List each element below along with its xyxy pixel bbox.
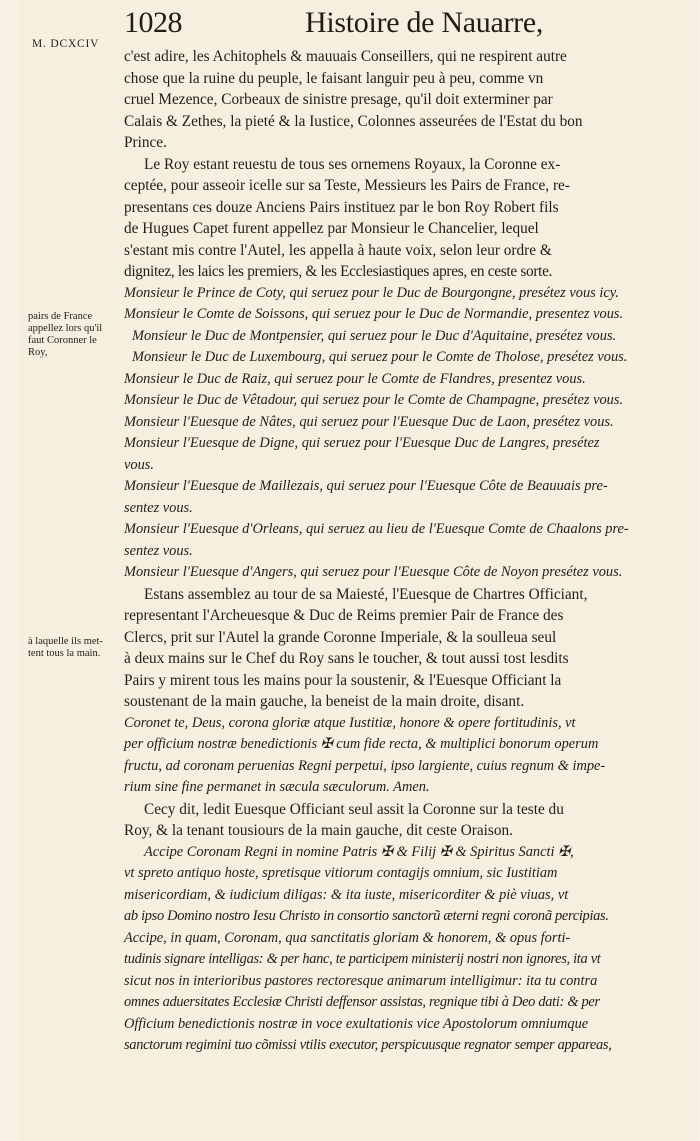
- marginal-note-line: faut Coronner le: [28, 335, 97, 346]
- text-line: [124, 283, 684, 305]
- marginal-note-line: Roy,: [28, 347, 48, 358]
- text-line-content: sicut nos in interioribus pastores rectoresque animarum intelligimur: ita tu contra: [124, 972, 598, 989]
- text-line-content: Prince.: [124, 134, 167, 151]
- text-line-content: vt spreto antiquo hoste, spretisque vitiorum contagijs omnium, sic Iustitiam: [124, 865, 558, 881]
- text-line: [124, 326, 684, 348]
- marginal-note-line: tent tous la main.: [28, 648, 101, 659]
- text-line-content: sentez vous.: [124, 542, 193, 559]
- text-line-content: representant l'Archeuesque & Duc de Reims premier Pair de France des: [124, 607, 564, 624]
- marginal-note-pairs: [28, 311, 120, 359]
- text-line-content: tudinis signare intelligas: & per hanc, te participem ministerij nostri non ignores, ita vt: [124, 951, 601, 967]
- marginal-note-line: pairs de France: [28, 311, 93, 322]
- text-line: [124, 885, 684, 907]
- text-line-content: Monsieur le Duc de Raiz, qui seruez pour le Comte de Flandres, presentez vous.: [124, 370, 586, 387]
- text-line: [124, 756, 684, 778]
- text-line: [124, 670, 684, 692]
- text-line-content: Monsieur l'Euesque de Nâtes, qui seruez pour l'Euesque Duc de Laon, presétez vous.: [124, 413, 614, 430]
- text-line-content: dignitez, les laics les premiers, & les Ecclesiastiques apres, en ceste sorte.: [124, 263, 553, 280]
- text-line-content: ceptée, pour asseoir icelle sur sa Teste, Messieurs les Pairs de France, re-: [124, 177, 570, 194]
- text-line-content: Monsieur l'Euesque de Digne, qui seruez pour l'Euesque Duc de Langres, presétez: [124, 435, 600, 451]
- text-line: [124, 1014, 684, 1036]
- text-line: [124, 218, 684, 240]
- text-line: [124, 412, 684, 434]
- text-line: [124, 906, 684, 928]
- text-line: [124, 240, 684, 262]
- text-line: [124, 519, 684, 541]
- text-line: [124, 154, 684, 176]
- text-line-content: de Hugues Capet furent appellez par Monsieur le Chancelier, lequel: [124, 220, 539, 237]
- text-line-content: Monsieur l'Euesque d'Angers, qui seruez pour l'Euesque Côte de Noyon presétez vous.: [124, 564, 623, 580]
- text-line-content: Pairs y mirent tous les mains pour la soustenir, & l'Euesque Officiant la: [124, 671, 562, 689]
- text-line: [124, 261, 684, 283]
- text-line: [124, 197, 684, 219]
- text-line-content: sentez vous.: [124, 499, 193, 516]
- text-line: [124, 605, 684, 627]
- text-line-content: Monsieur l'Euesque de Maillezais, qui seruez pour l'Euesque Côte de Beauuais pre-: [124, 478, 608, 494]
- text-line-content: presentans ces douze Anciens Pairs instituez par le bon Roy Robert fils: [124, 198, 559, 216]
- text-line: [124, 476, 684, 498]
- text-line-content: Accipe Coronam Regni in nomine Patris ✠ & Filij ✠ & Spiritus Sancti ✠,: [144, 843, 574, 860]
- text-line: [124, 777, 684, 799]
- text-line-content: vous.: [124, 456, 154, 473]
- text-line-content: Officium benedictionis nostræ in voce exultationis vice Apostolorum omniumque: [124, 1015, 589, 1032]
- running-title: Histoire de Nauarre,: [305, 6, 544, 39]
- text-line: [124, 46, 684, 68]
- text-line-content: Clercs, prit sur l'Autel la grande Coronne Imperiale, & la soulleua seul: [124, 628, 557, 646]
- text-line-content: Estans assemblez au tour de sa Maiesté, l'Euesque de Chartres Officiant,: [144, 585, 588, 603]
- text-line-content: Cecy dit, ledit Euesque Officiant seul assit la Coronne sur la teste du: [144, 800, 564, 818]
- text-line-content: chose que la ruine du peuple, le faisant languir peu à peu, comme vn: [124, 69, 544, 87]
- text-line-content: Monsieur le Duc de Vêtadour, qui seruez pour le Comte de Champagne, presétez vous.: [124, 392, 624, 408]
- text-line: [124, 111, 684, 133]
- text-line-content: omnes aduersitates Ecclesiæ Christi deffensor assistas, regnique tibi à Deo dati: & per: [124, 994, 600, 1010]
- text-line-content: Coronet te, Deus, corona gloriæ atque Iustitiæ, honore & opere fortitudinis, vt: [124, 714, 576, 731]
- page-number: 1028: [124, 6, 182, 39]
- text-line: [124, 734, 684, 756]
- text-line-content: Accipe, in quam, Coronam, qua sanctitatis gloriam & honorem, & opus forti-: [124, 929, 571, 946]
- marginal-note-main: [28, 636, 120, 660]
- text-line: [124, 842, 684, 864]
- text-line-content: Le Roy estant reuestu de tous ses ornemens Royaux, la Coronne ex-: [144, 155, 561, 173]
- text-line: [124, 304, 684, 326]
- text-line: [124, 627, 684, 649]
- text-line: [124, 971, 684, 993]
- text-line: [124, 820, 684, 842]
- text-line: [124, 691, 684, 713]
- text-line-content: soustenant de la main gauche, la beneist de la main droite, disant.: [124, 693, 525, 710]
- text-line: [124, 799, 684, 821]
- text-line-content: per officium nostræ benedictionis ✠ cum fide recta, & multiplici bonorum operum: [124, 736, 599, 752]
- text-line-content: rium sine fine permanet in sæcula sæculorum. Amen.: [124, 779, 430, 795]
- text-line-content: misericordiam, & iudicium diligas: & ita iuste, misericorditer & piè viuas, vt: [124, 886, 569, 903]
- text-line-content: s'estant mis contre l'Autel, les appella à haute voix, selon leur ordre &: [124, 241, 552, 259]
- text-line: [124, 992, 684, 1014]
- text-line: [124, 347, 684, 369]
- text-line-content: c'est adire, les Achitophels & mauuais Conseillers, qui ne respirent autre: [124, 48, 567, 65]
- text-line-content: fructu, ad coronam peruenias Regni perpetui, ipso largiente, cuius regnum & impe-: [124, 757, 606, 774]
- text-line: [124, 648, 684, 670]
- text-line: [124, 863, 684, 885]
- text-line: [124, 132, 684, 154]
- text-line-content: cruel Mezence, Corbeaux de sinistre presage, qu'il doit exterminer par: [124, 91, 553, 108]
- text-line: [124, 89, 684, 111]
- year-marker: M. DCXCIV: [32, 38, 100, 50]
- body-text: [124, 46, 684, 1057]
- text-line-content: Roy, & la tenant tousiours de la main gauche, dit ceste Oraison.: [124, 822, 513, 839]
- text-line: [124, 175, 684, 197]
- text-line: [124, 455, 684, 477]
- text-line: [124, 584, 684, 606]
- text-line: [124, 949, 684, 971]
- text-line-content: Monsieur le Comte de Soissons, qui seruez pour le Duc de Normandie, presentez vous.: [124, 306, 624, 322]
- text-line-content: ab ipso Domino nostro Iesu Christo in consortio sanctorũ æterni regni coronã percipias.: [124, 908, 609, 924]
- marginal-note-line: à laquelle ils met-: [28, 636, 103, 647]
- text-line-content: Monsieur le Duc de Luxembourg, qui seruez pour le Comte de Tholose, presétez vous.: [132, 349, 628, 365]
- text-line-content: à deux mains sur le Chef du Roy sans le toucher, & tout aussi tost lesdits: [124, 650, 569, 667]
- text-line: [124, 713, 684, 735]
- text-line: [124, 562, 684, 584]
- text-line: [124, 498, 684, 520]
- text-line-content: Calais & Zethes, la pieté & la Iustice, Colonnes asseurées de l'Estat du bon: [124, 112, 583, 130]
- text-line: [124, 390, 684, 412]
- text-line: [124, 541, 684, 563]
- text-line-content: sanctorum regimini tuo cõmissi vtilis executor, perspicuusque regnator semper appareas,: [124, 1037, 612, 1053]
- text-line: [124, 433, 684, 455]
- text-line-content: Monsieur le Prince de Coty, qui seruez pour le Duc de Bourgongne, presétez vous icy.: [124, 284, 619, 301]
- text-line: [124, 928, 684, 950]
- text-line-content: Monsieur l'Euesque d'Orleans, qui seruez au lieu de l'Euesque Comte de Chaalons pre-: [124, 521, 629, 537]
- marginal-note-line: appellez lors qu'il: [28, 323, 103, 334]
- text-line: [124, 1035, 684, 1057]
- text-line-content: Monsieur le Duc de Montpensier, qui seruez pour le Duc d'Aquitaine, presétez vous.: [132, 327, 617, 344]
- text-line: [124, 68, 684, 90]
- text-line: [124, 369, 684, 391]
